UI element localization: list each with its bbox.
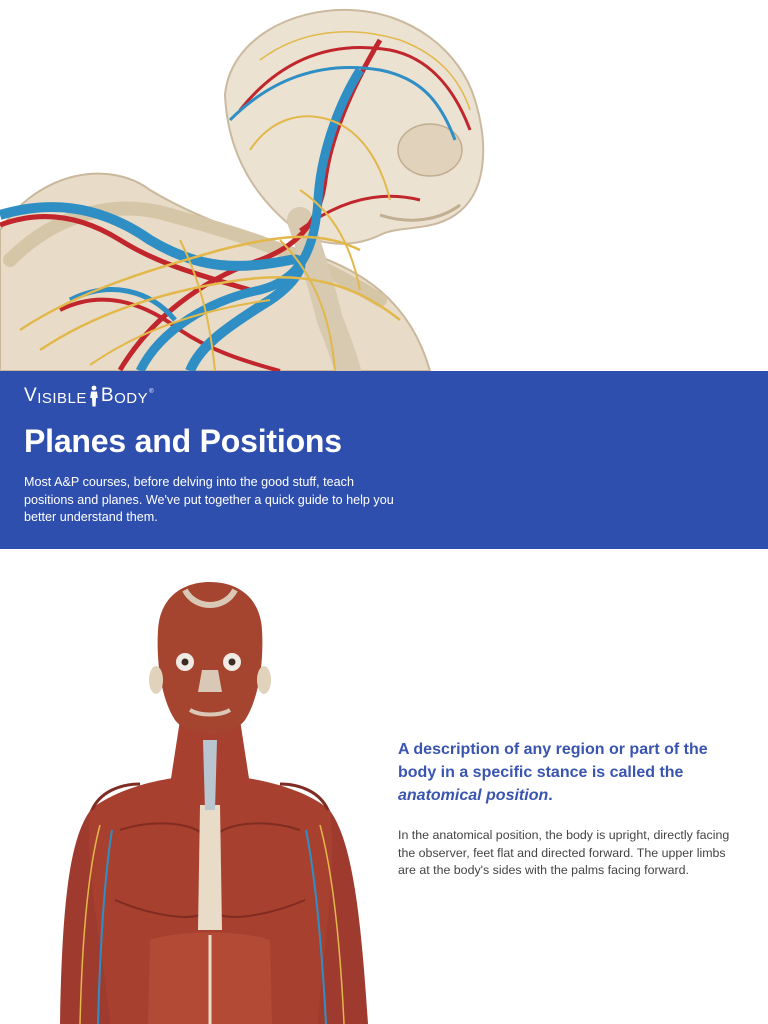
muscular-torso-illustration — [0, 570, 390, 1024]
logo-letter-v: V — [24, 385, 38, 406]
logo-letter-b: B — [100, 385, 115, 406]
hero-anatomy-illustration — [0, 0, 768, 371]
logo-word-ody: ODY — [114, 390, 149, 407]
page-title: Planes and Positions — [24, 423, 342, 459]
headline-period: . — [548, 787, 553, 804]
intro-paragraph: Most A&P courses, before delving into the good stuff, teach positions and planes. We've put together a quick guide to help you better understand them. — [24, 475, 394, 524]
logo-word-isible: ISIBLE — [37, 390, 87, 407]
visible-body-logo — [24, 385, 154, 407]
anatomical-position-illustration — [0, 570, 390, 1024]
headline-emphasis: anatomical position — [398, 787, 549, 804]
anatomical-position-headline — [398, 738, 738, 807]
headline-text: A description of any region or part of the body in a specific stance is called the — [398, 741, 708, 781]
registered-mark: ® — [149, 389, 155, 395]
anatomical-position-description: In the anatomical position, the body is upright, directly facing the observer, feet flat and directed forward. The upper limbs are at the body's sides with the palms facing forward. — [398, 828, 730, 877]
human-figure-icon — [89, 385, 99, 407]
skull-shoulder-illustration — [0, 0, 768, 371]
